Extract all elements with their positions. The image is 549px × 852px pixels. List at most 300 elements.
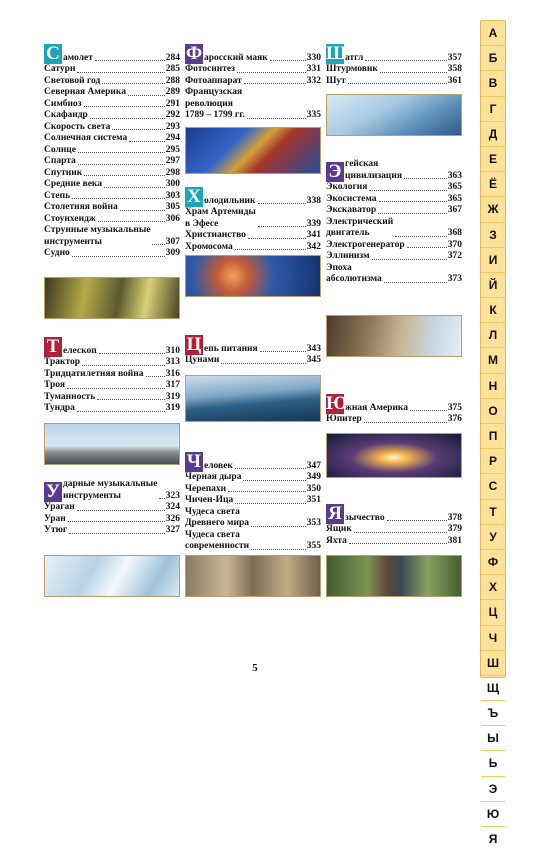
index-entry[interactable] [44, 87, 180, 99]
leader-dots [77, 411, 165, 412]
page-number: 5 [252, 662, 258, 674]
page-ref: 317 [165, 380, 180, 390]
alphabet-letter[interactable]: Щ [481, 676, 505, 701]
index-entry[interactable] [44, 525, 180, 537]
alphabet-letter[interactable]: Р [481, 449, 505, 474]
index-entry[interactable] [44, 110, 180, 122]
index-entry[interactable] [44, 168, 180, 180]
page-ref: 370 [447, 239, 462, 250]
heading-title: аросский маяк [204, 52, 268, 63]
alphabet-letter[interactable]: Ъ [481, 701, 505, 726]
leader-dots [349, 543, 447, 544]
page-ref: 361 [447, 75, 462, 86]
leader-dots [98, 221, 165, 222]
page-ref: 350 [306, 483, 321, 494]
index-entry[interactable] [185, 530, 321, 553]
photo-ship [44, 277, 180, 319]
leader-dots [97, 399, 165, 400]
page-ref: 373 [447, 274, 462, 284]
page-ref: 368 [447, 228, 462, 238]
entry-title: Хромосома [185, 241, 233, 252]
index-heading[interactable] [326, 392, 462, 414]
entry-title: Эллинизм [326, 251, 370, 261]
index-block-u [44, 480, 180, 537]
entry-title: Сатурн [44, 64, 76, 74]
index-entry[interactable] [326, 194, 462, 206]
initial-letter: С [44, 44, 62, 64]
index-entry[interactable] [44, 369, 180, 381]
page-ref: 291 [165, 98, 180, 109]
index-heading[interactable] [326, 502, 462, 524]
leader-dots [407, 247, 447, 248]
leader-dots [152, 244, 164, 245]
index-entry[interactable] [44, 357, 180, 369]
leader-dots [120, 210, 165, 211]
page-ref: 307 [165, 236, 180, 247]
entry-title: Ящик [326, 524, 352, 534]
entry-title: Столетняя война [44, 202, 118, 212]
leader-dots [146, 376, 165, 377]
alphabet-letter[interactable]: Ю [481, 802, 505, 827]
leader-dots [84, 106, 165, 107]
leader-dots [251, 526, 306, 527]
photo-shuttle [326, 94, 462, 136]
index-entry[interactable] [44, 191, 180, 203]
heading-title: гейская цивилизация [345, 159, 403, 181]
page-ref: 313 [165, 357, 180, 367]
page-ref: 319 [165, 403, 180, 413]
leader-dots [237, 72, 306, 73]
index-entry[interactable] [326, 182, 462, 194]
page-ref: 303 [165, 190, 180, 201]
page-ref: 376 [447, 414, 462, 424]
alphabet-letter[interactable]: А [481, 21, 505, 46]
index-entry[interactable] [185, 76, 321, 88]
page-ref: 365 [447, 193, 462, 204]
page-ref: 353 [306, 518, 321, 528]
leader-dots [384, 282, 447, 283]
leader-dots [369, 190, 446, 191]
initial-letter: Т [44, 337, 62, 357]
leader-dots [354, 532, 447, 533]
index-heading[interactable] [185, 42, 321, 64]
alphabet-letter[interactable]: Ё [481, 172, 505, 197]
leader-dots [77, 510, 165, 511]
entry-title: Троя [44, 380, 65, 390]
leader-dots [228, 491, 306, 492]
page-ref: 326 [165, 513, 180, 524]
alphabet-letter[interactable]: Б [481, 46, 505, 71]
alphabet-letter[interactable]: Ч [481, 626, 505, 651]
index-entry[interactable] [185, 64, 321, 76]
page-ref: 367 [447, 205, 462, 215]
alphabet-index [480, 20, 506, 846]
leader-dots [72, 256, 165, 257]
index-block-ya [326, 502, 462, 547]
entry-title: Христианство [185, 230, 246, 240]
entry-title: Фотоаппарат [185, 75, 242, 86]
index-entry[interactable] [326, 76, 462, 88]
initial-letter: Ш [326, 43, 347, 64]
alphabet-letter[interactable]: И [481, 248, 505, 273]
alphabet-letter[interactable]: Ь [481, 751, 505, 776]
index-entry[interactable] [44, 380, 180, 392]
photo-totem [326, 555, 462, 597]
leader-dots [247, 118, 306, 119]
index-entry[interactable] [185, 507, 321, 530]
page-ref: 363 [447, 170, 462, 181]
entry-title: Ураган [44, 502, 75, 512]
heading-title: еловек [204, 460, 233, 471]
heading-title: олодильник [204, 195, 256, 206]
page-ref: 355 [306, 541, 321, 551]
leader-dots [270, 60, 306, 61]
index-heading[interactable] [185, 333, 321, 355]
page-ref: 305 [165, 202, 180, 212]
index-block-f [185, 42, 321, 122]
page-ref: 358 [447, 64, 462, 74]
page-ref: 372 [447, 251, 462, 261]
leader-dots [221, 363, 305, 364]
index-entry[interactable] [44, 64, 180, 76]
index-entry[interactable] [44, 225, 180, 248]
photo-troy [44, 423, 180, 465]
index-entry[interactable] [44, 179, 180, 191]
heading-title: амолет [63, 52, 93, 63]
leader-dots [365, 60, 446, 61]
entry-title: Спарта [44, 156, 76, 166]
leader-dots [348, 83, 447, 84]
alphabet-letter[interactable]: Ц [481, 600, 505, 625]
leader-dots [364, 422, 447, 423]
page-ref: 324 [165, 502, 180, 512]
leader-dots [248, 238, 306, 239]
initial-letter: Э [326, 162, 344, 182]
leader-dots [404, 178, 447, 179]
leader-dots [258, 203, 306, 204]
page-ref: 357 [447, 52, 462, 63]
entry-title: Средние века [44, 179, 103, 189]
page-ref: 351 [306, 495, 321, 505]
leader-dots [378, 213, 447, 214]
photo-wheel [326, 315, 462, 357]
photo-camera-sensor [185, 127, 321, 174]
entry-title: Штурмовик [326, 64, 378, 74]
index-block-s [44, 42, 180, 260]
photo-iron [44, 555, 180, 597]
page-ref: 295 [165, 144, 180, 155]
page-ref: 378 [447, 512, 462, 523]
initial-letter: Ф [185, 43, 203, 64]
entry-title: Туманность [44, 391, 96, 402]
leader-dots [387, 520, 447, 521]
page-ref: 375 [447, 402, 462, 413]
entry-title: Французская революция 1789 – 1799 гг. [185, 87, 245, 120]
leader-dots [68, 521, 165, 522]
photo-tsunami [185, 375, 321, 422]
index-entry[interactable] [44, 214, 180, 226]
leader-dots [102, 83, 164, 84]
alphabet-letter[interactable]: В [481, 71, 505, 96]
index-entry[interactable] [44, 156, 180, 168]
entry-title: Экскаватор [326, 205, 377, 215]
entry-title: Степь [44, 190, 71, 201]
index-heading[interactable] [185, 185, 321, 207]
entry-title: Струнные музыкальные инструменты [44, 225, 151, 247]
page-ref: 327 [165, 525, 180, 535]
leader-dots [235, 249, 306, 250]
entry-title: Скафандр [44, 110, 88, 120]
initial-letter: Я [326, 504, 344, 524]
alphabet-letter[interactable]: Э [481, 777, 505, 802]
index-entry[interactable] [326, 524, 462, 536]
heading-title: атгл [345, 52, 364, 63]
index-heading[interactable] [44, 335, 180, 357]
page-ref: 381 [447, 535, 462, 546]
page-ref: 331 [306, 64, 321, 74]
entry-title: Храм Артемиды в Эфесе [185, 207, 256, 229]
page-ref: 284 [165, 52, 180, 63]
initial-letter: Ч [185, 452, 203, 472]
leader-dots [380, 72, 447, 73]
page-ref: 345 [306, 355, 321, 365]
heading-title: дарные музыкальные инструменты [63, 479, 158, 501]
leader-dots [72, 198, 165, 199]
index-entry[interactable] [44, 99, 180, 111]
leader-dots [372, 259, 447, 260]
index-entry[interactable] [185, 484, 321, 496]
index-entry[interactable] [185, 472, 321, 484]
index-entry[interactable] [326, 251, 462, 263]
entry-title: Черепахи [185, 483, 227, 494]
index-block-t [44, 335, 180, 415]
entry-title: Уран [44, 513, 66, 524]
index-entry[interactable] [326, 414, 462, 426]
leader-dots [99, 353, 165, 354]
page-ref: 300 [165, 179, 180, 189]
initial-letter: Х [185, 187, 203, 207]
leader-dots [235, 468, 306, 469]
alphabet-letter[interactable]: Л [481, 323, 505, 348]
entry-title: Экосистема [326, 193, 377, 204]
entry-title: Шут [326, 75, 346, 86]
entry-title: Судно [44, 248, 70, 258]
alphabet-letter[interactable]: Е [481, 147, 505, 172]
leader-dots [77, 72, 164, 73]
index-entry[interactable] [185, 230, 321, 242]
entry-title: Чичен-Ица [185, 495, 234, 505]
page-ref: 285 [165, 64, 180, 74]
page-ref: 335 [306, 110, 321, 120]
leader-dots [235, 503, 305, 504]
index-entry[interactable] [44, 392, 180, 404]
alphabet-letter[interactable]: Г [481, 97, 505, 122]
index-entry[interactable] [326, 217, 462, 240]
page-ref: 319 [165, 391, 180, 402]
entry-title: Трактор [44, 357, 81, 367]
leader-dots [159, 498, 164, 499]
alphabet-letter[interactable]: С [481, 474, 505, 499]
index-entry[interactable] [44, 502, 180, 514]
entry-title: Скорость света [44, 121, 111, 132]
leader-dots [258, 226, 306, 227]
leader-dots [67, 388, 165, 389]
page-ref: 330 [306, 52, 321, 63]
page-ref: 332 [306, 75, 321, 86]
heading-title: епь питания [204, 343, 258, 354]
index-entry[interactable] [326, 205, 462, 217]
index-entry[interactable] [185, 87, 321, 122]
leader-dots [78, 152, 165, 153]
entry-title: Солнце [44, 144, 76, 155]
leader-dots [112, 129, 164, 130]
entry-title: Утюг [44, 525, 68, 535]
index-heading[interactable] [185, 450, 321, 472]
page-ref: 343 [306, 343, 321, 354]
leader-dots [244, 83, 306, 84]
entry-title: Световой год [44, 75, 101, 86]
index-entry[interactable] [44, 133, 180, 145]
entry-title: Цунами [185, 355, 220, 365]
leader-dots [69, 533, 165, 534]
heading-title: жная Америка [345, 402, 409, 413]
entry-title: Стоунхендж [44, 213, 96, 224]
page-ref: 341 [306, 230, 321, 240]
leader-dots [104, 187, 165, 188]
page-ref: 349 [306, 472, 321, 482]
alphabet-letter[interactable]: З [481, 223, 505, 248]
page-ref: 289 [165, 87, 180, 97]
index-entry[interactable] [326, 240, 462, 252]
index-heading[interactable] [326, 160, 462, 182]
leader-dots [260, 351, 306, 352]
entry-title: Фотосинтез [185, 64, 235, 74]
leader-dots [128, 95, 165, 96]
leader-dots [84, 175, 165, 176]
photo-jupiter [326, 433, 462, 478]
index-block-sh [326, 42, 462, 87]
alphabet-letter[interactable]: К [481, 298, 505, 323]
page-ref: 292 [165, 110, 180, 120]
leader-dots [243, 480, 305, 481]
alphabet-letter[interactable]: О [481, 399, 505, 424]
leader-dots [379, 201, 447, 202]
page-ref: 310 [165, 345, 180, 356]
page-ref: 288 [165, 75, 180, 86]
alphabet-letter[interactable]: Н [481, 374, 505, 399]
index-block-h [185, 185, 321, 253]
page-ref: 323 [165, 490, 180, 501]
entry-title: Чудеса света Древнего мира [185, 506, 250, 528]
page-ref: 297 [165, 156, 180, 166]
entry-title: Симбиоз [44, 98, 82, 109]
entry-title: Солнечная система [44, 133, 128, 143]
heading-title: зычество [345, 512, 385, 523]
index-entry[interactable] [44, 202, 180, 214]
index-block-ts [185, 333, 321, 367]
index-entry[interactable] [44, 122, 180, 134]
leader-dots [395, 236, 447, 237]
alphabet-letter[interactable]: Ш [481, 651, 505, 676]
leader-dots [410, 410, 447, 411]
page-ref: 347 [306, 460, 321, 471]
alphabet-letter[interactable]: Ж [481, 197, 505, 222]
photo-chromosome [185, 255, 321, 297]
leader-dots [90, 118, 165, 119]
index-entry[interactable] [326, 536, 462, 548]
entry-title: Эпоха абсолютизма [326, 262, 382, 284]
index-entry[interactable] [326, 263, 462, 286]
entry-title: Электрический двигатель [326, 216, 394, 238]
initial-letter: Ю [326, 393, 348, 414]
page-ref: 379 [447, 524, 462, 534]
entry-title: Тундра [44, 403, 75, 413]
entry-title: Юпитер [326, 414, 362, 424]
index-heading[interactable] [44, 480, 180, 502]
initial-letter: У [44, 482, 62, 502]
index-entry[interactable] [326, 64, 462, 76]
alphabet-letter[interactable]: М [481, 348, 505, 373]
entry-title: Черная дыра [185, 472, 242, 482]
index-entry[interactable] [44, 76, 180, 88]
index-entry[interactable] [44, 145, 180, 157]
page-ref: 294 [165, 133, 180, 143]
alphabet-letter[interactable]: Ы [481, 726, 505, 751]
entry-title: Северная Америка [44, 87, 126, 97]
alphabet-letter[interactable]: П [481, 424, 505, 449]
page-ref: 338 [306, 195, 321, 206]
page-ref: 316 [165, 368, 180, 379]
index-block-e [326, 160, 462, 286]
heading-title: елескоп [63, 345, 97, 356]
alphabet-letter[interactable]: Ф [481, 550, 505, 575]
entry-title: Экология [326, 182, 368, 192]
leader-dots [129, 141, 164, 142]
alphabet-letter[interactable]: У [481, 525, 505, 550]
alphabet-letter[interactable]: Д [481, 122, 505, 147]
index-entry[interactable] [44, 248, 180, 260]
alphabet-letter[interactable]: Т [481, 500, 505, 525]
index-entry[interactable] [185, 495, 321, 507]
entry-title: Спутник [44, 167, 83, 178]
index-entry[interactable] [185, 355, 321, 367]
entry-title: Яхта [326, 535, 347, 546]
page-ref: 298 [165, 167, 180, 178]
alphabet-letter[interactable]: Х [481, 575, 505, 600]
photo-ruins [185, 555, 321, 597]
index-entry[interactable] [185, 242, 321, 254]
initial-letter: Ц [186, 334, 202, 355]
index-heading[interactable] [44, 42, 180, 64]
entry-title: Тридцатилетняя война [44, 368, 144, 379]
page-ref: 293 [165, 121, 180, 132]
alphabet-letter[interactable]: Я [488, 832, 498, 846]
page-ref: 339 [306, 218, 321, 229]
index-heading[interactable] [326, 42, 462, 64]
page-ref: 365 [447, 182, 462, 192]
leader-dots [95, 60, 165, 61]
leader-dots [82, 365, 165, 366]
alphabet-letter[interactable]: Й [481, 273, 505, 298]
leader-dots [78, 164, 165, 165]
page-ref: 306 [165, 213, 180, 224]
page-ref: 309 [165, 248, 180, 258]
page-ref: 342 [306, 241, 321, 252]
index-entry[interactable] [44, 403, 180, 415]
index-entry[interactable] [44, 514, 180, 526]
index-block-yu [326, 392, 462, 426]
index-entry[interactable] [185, 207, 321, 230]
